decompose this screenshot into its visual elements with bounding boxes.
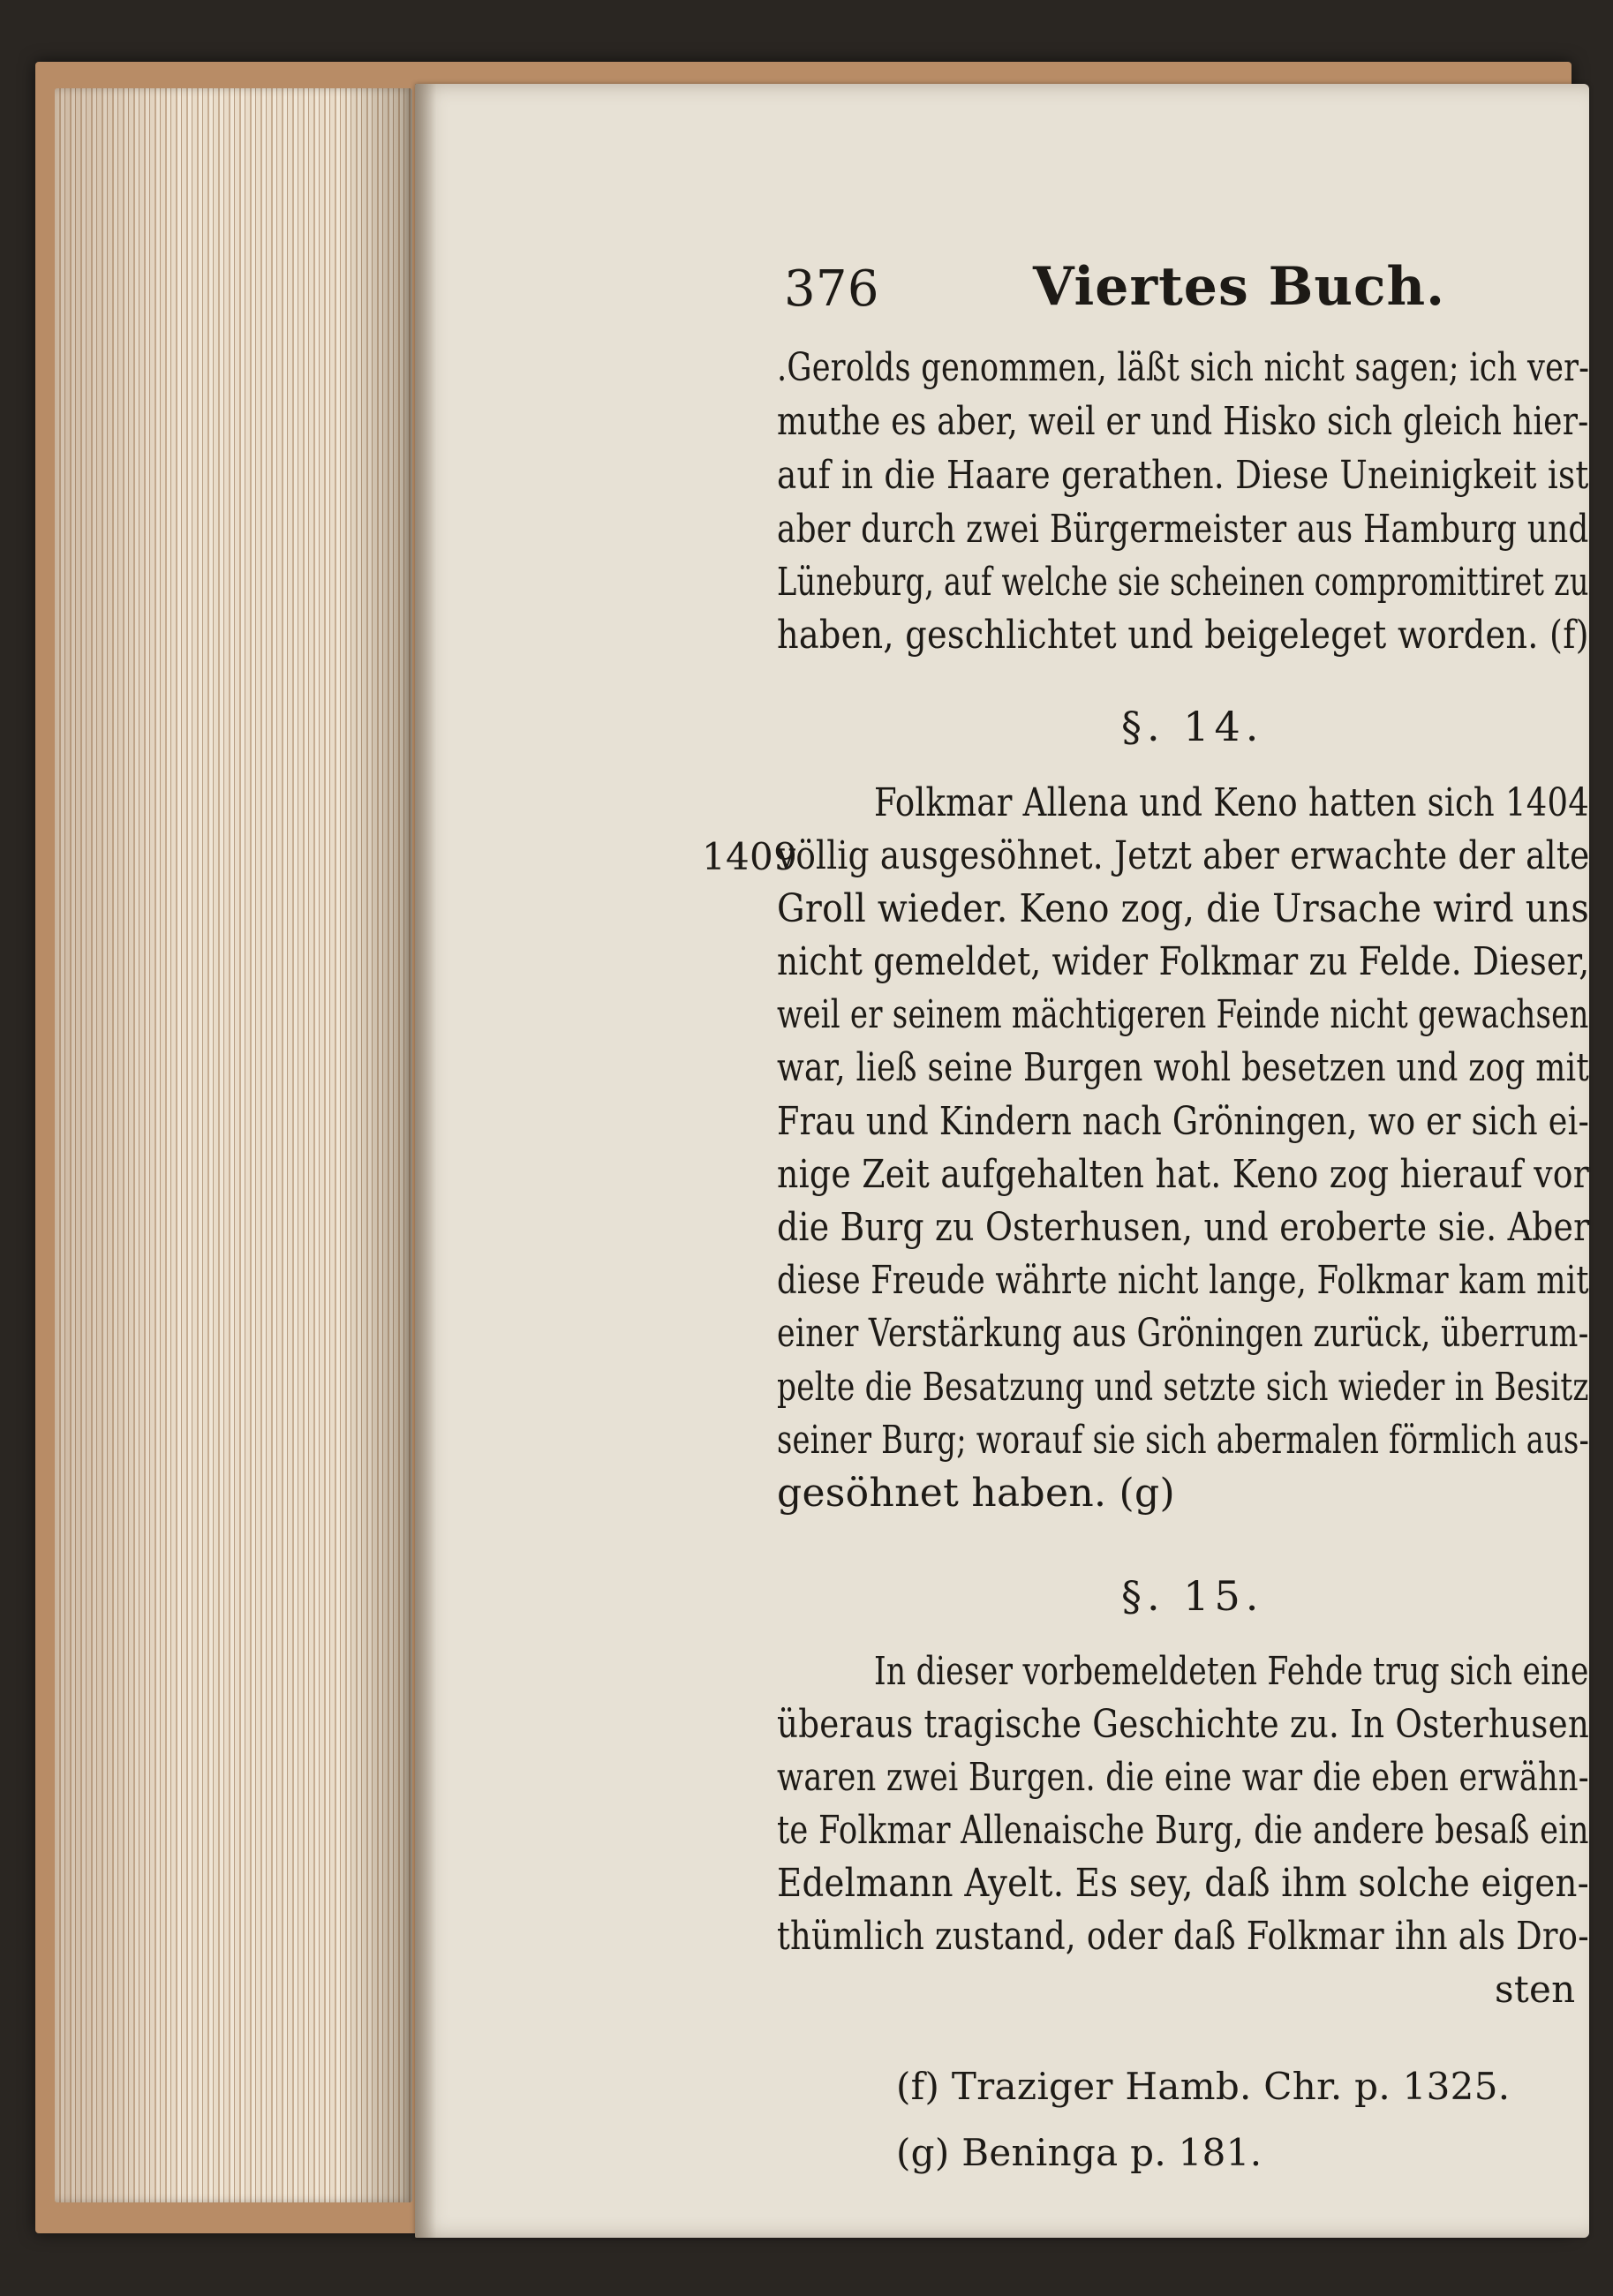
running-head: Viertes Buch. [1033,256,1446,318]
text-line: .Gerolds genommen, läßt sich nicht sagen; ich ver- [777,345,1590,390]
text-line: war, ließ seine Burgen wohl besetzen und zog mit [777,1045,1590,1090]
margin-year-note: 1409 [702,835,798,878]
text-line: waren zwei Burgen. die eine war die eben erwähn- [777,1755,1589,1800]
text-line: überaus tragische Geschichte zu. In Osterhusen [777,1702,1590,1747]
text-line: Folkmar Allena und Keno hatten sich 1404 [874,780,1590,825]
text-line: diese Freude währte nicht lange, Folkmar kam mit [777,1258,1589,1303]
text-line: völlig ausgesöhnet. Jetzt aber erwachte der alte [777,833,1590,878]
text-line: gesöhnet haben. (g) [777,1471,1175,1516]
text-line: In dieser vorbemeldeten Fehde trug sich eine [874,1649,1589,1694]
text-line: seiner Burg; worauf sie sich abermalen förmlich aus- [777,1418,1590,1463]
text-line: thümlich zustand, oder daß Folkmar ihn als Dro- [777,1914,1589,1959]
section-heading-15: §. 15. [1121,1572,1264,1620]
text-line: pelte die Besatzung und setzte sich wieder in Besitz [777,1365,1589,1410]
page-number: 376 [784,260,879,318]
text-line: auf in die Haare gerathen. Diese Uneinigkeit ist [777,453,1589,498]
text-line: die Burg zu Osterhusen, und eroberte sie. Aber [777,1205,1590,1250]
text-line: te Folkmar Allenaische Burg, die andere besaß ein [777,1808,1589,1853]
text-line: nige Zeit aufgehalten hat. Keno zog hierauf vor [777,1152,1590,1197]
text-line: einer Verstärkung aus Gröningen zurück, überrum- [777,1311,1589,1356]
text-line: aber durch zwei Bürgermeister aus Hamburg und [777,507,1589,552]
text-line: Lüneburg, auf welche sie scheinen compromittiret zu [777,560,1589,605]
footnote-g: (g) Beninga p. 181. [896,2131,1263,2174]
section-heading-14: §. 14. [1121,703,1264,750]
text-line: haben, geschlichtet und beigeleget worden. (f) [777,613,1589,658]
footnote-f: (f) Traziger Hamb. Chr. p. 1325. [896,2065,1511,2108]
text-line: Frau und Kindern nach Gröningen, wo er sich ei- [777,1099,1590,1144]
page-edges-shading [55,88,412,2202]
catchword: sten [1495,1968,1576,2011]
text-line: nicht gemeldet, wider Folkmar zu Felde. Dieser, [777,939,1590,984]
text-line: Groll wieder. Keno zog, die Ursache wird uns [777,886,1589,931]
text-line: Edelmann Ayelt. Es sey, daß ihm solche eigen- [777,1861,1589,1906]
text-line: muthe es aber, weil er und Hisko sich gleich hier- [777,399,1589,444]
page-gutter-shadow [415,84,436,2238]
text-line: weil er seinem mächtigeren Feinde nicht gewachsen [777,992,1589,1037]
